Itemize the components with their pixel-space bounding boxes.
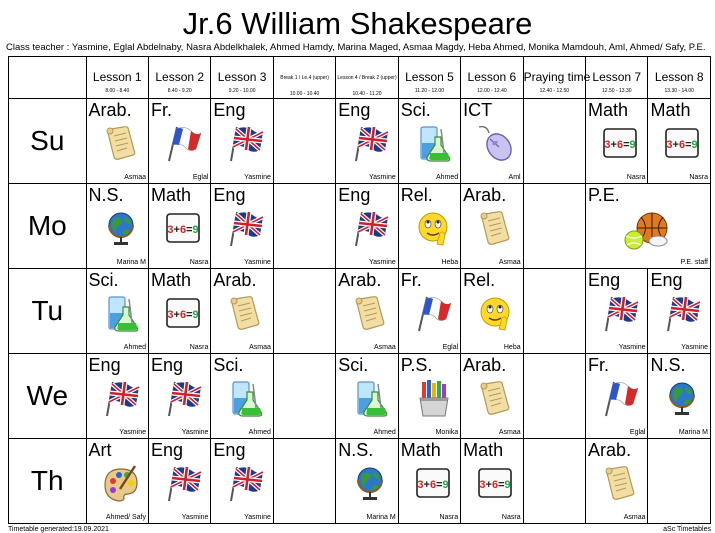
subject-label: Sci. [213,355,244,375]
lesson-name: Lesson 1 [92,70,142,84]
teacher-label: Yasmine [119,429,146,436]
lesson-time: 12.50 - 13.30 [602,88,632,94]
svg-text:3+6=9: 3+6=9 [167,309,199,321]
subject-label: Art [88,440,112,460]
subject-label: Eng [150,355,184,375]
palette-icon [101,463,141,503]
teacher-label: Yasmine [369,174,396,181]
lesson-time: 10.00 - 10.40 [289,91,320,97]
lesson-cell[interactable] [148,269,210,354]
lesson-cell[interactable] [461,269,523,354]
lesson-header [398,57,460,99]
lesson-cell[interactable] [211,439,273,524]
lesson-time: 9.20 - 10.00 [228,88,256,94]
globe-icon [350,463,390,503]
lesson-header [336,57,398,99]
lesson-cell[interactable] [461,439,523,524]
globe-icon [101,208,141,248]
teacher-label: Heba [441,259,459,266]
empty-cell [273,439,335,524]
teacher-label: Asmaa [623,514,646,521]
math-icon [413,463,453,503]
teacher-label: Eglal [192,174,209,181]
lesson-header [211,57,273,99]
uk-flag-icon [350,123,390,163]
teacher-label: Yasmine [244,174,271,181]
lesson-cell[interactable] [86,354,148,439]
teacher-label: P.E. staff [680,259,708,266]
praying-face-icon [475,293,515,333]
day-label: Th [9,439,87,524]
lesson-header [148,57,210,99]
uk-flag-icon [225,463,265,503]
lesson-cell[interactable] [148,99,210,184]
subject-label: Rel. [400,185,433,205]
footer [8,526,711,532]
lesson-time: 13.30 - 14.00 [664,88,694,94]
lesson-cell[interactable] [461,184,523,269]
subject-label: Eng [338,185,371,205]
teacher-label: Ahmed [435,174,459,181]
corner-cell [9,57,87,99]
subject-label: Eng [213,185,246,205]
lesson-cell[interactable] [398,439,460,524]
teacher-label: Asmaa [249,344,271,351]
lesson-cell[interactable] [398,269,460,354]
lesson-cell[interactable] [586,99,648,184]
subject-label: Eng [650,270,683,290]
teacher-label: Nasra [689,174,708,181]
subject-label: Sci. [338,355,369,375]
uk-flag-icon [350,208,390,248]
teacher-label: Nasra [626,174,646,181]
lesson-cell[interactable] [148,184,210,269]
lesson-time: 8.00 - 8.40 [105,88,130,94]
subject-label: Fr. [588,355,610,375]
subject-label: Math [650,100,691,120]
subject-label: Math [588,100,629,120]
day-label: Mo [9,184,87,269]
subject-label: Math [400,440,441,460]
lesson-name: Lesson 3 [217,70,267,84]
svg-text:3+6=9: 3+6=9 [167,224,199,236]
teacher-label: Marina M [116,259,146,266]
teacher-label: Ahmed/ Safy [105,514,146,521]
subject-label: Fr. [400,270,422,290]
day-row [9,269,711,354]
teacher-label: Yasmine [181,514,209,521]
teacher-label: Yasmine [181,429,209,436]
beaker-icon [225,378,265,418]
subject-label: Arab. [463,355,507,375]
lesson-name: Break 1 / Le.4 (upper) [280,75,329,81]
lesson-cell[interactable] [586,354,648,439]
day-row [9,99,711,184]
subject-label: Eng [213,440,246,460]
teacher-label: Yasmine [244,259,271,266]
lesson-time: 12.00 - 12.40 [477,88,507,94]
lesson-cell[interactable] [211,184,273,269]
empty-cell [523,99,585,184]
subject-label: N.S. [338,440,374,460]
lesson-cell[interactable] [398,99,460,184]
empty-cell [523,184,585,269]
subject-label: Sci. [400,100,431,120]
lesson-time: 11.20 - 12.00 [414,88,444,94]
svg-text:3+6=9: 3+6=9 [666,139,699,151]
lesson-cell[interactable] [211,269,273,354]
french-flag-icon [413,293,453,333]
scroll-icon [600,463,640,503]
empty-cell [273,354,335,439]
lesson-header [86,57,148,99]
globe-icon [662,378,702,418]
teacher-label: Nasra [189,344,209,351]
teacher-label: Ahmed [123,344,146,351]
subject-label: ICT [463,100,493,120]
math-icon [600,123,640,163]
lesson-name: Lesson 5 [405,70,454,84]
beaker-icon [101,293,141,333]
lesson-name: Lesson 7 [592,70,642,84]
empty-cell [273,99,335,184]
uk-flag-icon [163,378,203,418]
lesson-cell[interactable] [336,269,398,354]
lesson-cell[interactable] [648,354,711,439]
lesson-cell[interactable] [148,439,210,524]
day-row [9,354,711,439]
teacher-label: Nasra [439,514,459,521]
lesson-cell[interactable] [336,99,398,184]
teacher-label: Asmaa [124,174,146,181]
french-flag-icon [163,123,203,163]
lesson-cell[interactable] [86,269,148,354]
day-row [9,439,711,524]
teacher-label: Ahmed [248,429,271,436]
empty-cell [648,439,711,524]
subject-label: Eng [88,355,121,375]
uk-flag-icon [662,293,702,333]
subject-label: Arab. [338,270,382,290]
day-label: Su [9,99,87,184]
lesson-header [648,57,711,99]
lesson-cell[interactable] [336,184,398,269]
subject-label: Eng [150,440,184,460]
lesson-cell[interactable] [461,354,523,439]
footer-generated: Timetable generated:19.09.2021 [8,526,109,533]
day-row [9,184,711,269]
svg-text:3+6=9: 3+6=9 [417,479,449,491]
uk-flag-icon [600,293,640,333]
teacher-label: Marina M [678,429,708,436]
lesson-cell[interactable] [211,354,273,439]
scroll-icon [225,293,265,333]
lesson-cell[interactable] [86,184,148,269]
empty-cell [523,354,585,439]
lesson-name: Lesson 8 [654,70,704,84]
math-icon [163,208,203,248]
math-icon [475,463,515,503]
subject-label: Eng [213,100,246,120]
lesson-header [461,57,523,99]
uk-flag-icon [163,463,203,503]
lesson-cell[interactable] [211,99,273,184]
subject-label: Arab. [588,440,632,460]
day-label: We [9,354,87,439]
math-icon [163,293,203,333]
lesson-cell[interactable] [336,439,398,524]
lesson-cell[interactable] [86,99,148,184]
beaker-icon [350,378,390,418]
lesson-name: Praying time [523,70,591,84]
lesson-cell[interactable] [586,269,648,354]
french-flag-icon [600,378,640,418]
uk-flag-icon [225,123,265,163]
svg-text:3+6=9: 3+6=9 [604,139,636,151]
lesson-cell[interactable] [86,439,148,524]
subject-label: Eng [338,100,371,120]
lesson-name: Lesson 6 [467,70,517,84]
empty-cell [523,269,585,354]
subject-label: Arab. [213,270,257,290]
lesson-cell[interactable] [336,354,398,439]
timetable-title: Jr.6 William Shakespeare [182,6,533,41]
day-label: Tu [9,269,87,354]
teacher-label: Monika [435,429,459,436]
teacher-label: Asmaa [498,259,521,266]
teacher-label: Nasra [189,259,209,266]
lesson-name: Lesson 4 / Break 2 (upper) [337,75,397,81]
subject-label: Math [150,185,192,205]
timetable-grid [8,56,711,524]
lesson-cell[interactable] [461,99,523,184]
teacher-label: Eglal [442,344,459,351]
teacher-label: Ahmed [373,429,396,436]
footer-brand: aSc Timetables [663,526,711,533]
lesson-time: 12.40 - 12.50 [539,88,570,94]
empty-cell [273,184,335,269]
teacher-label: Yasmine [681,344,708,351]
subject-label: Arab. [88,100,132,120]
teacher-label: Asmaa [498,429,521,436]
math-icon [662,123,702,163]
beaker-icon [413,123,453,163]
svg-text:3+6=9: 3+6=9 [479,479,511,491]
subject-label: N.S. [88,185,124,205]
teacher-label: Yasmine [369,259,396,266]
lesson-time: 8.40 - 9.20 [167,88,192,94]
scroll-icon [475,378,515,418]
lesson-header [586,57,648,99]
lesson-cell[interactable] [398,354,460,439]
pencils-icon [413,378,453,418]
lesson-cell[interactable] [648,269,711,354]
subject-label: P.S. [400,355,433,375]
subject-label: Sci. [88,270,119,290]
empty-cell [523,439,585,524]
teacher-label: Yasmine [618,344,646,351]
teacher-label: Heba [503,344,521,351]
teacher-label: Marina M [366,514,396,521]
mouse-icon [475,123,515,163]
teacher-label: Nasra [501,514,521,521]
header-row [9,57,711,99]
uk-flag-icon [225,208,265,248]
subject-label: Arab. [463,185,507,205]
teacher-label: Aml [508,174,521,181]
class-teacher-line: Class teacher : Yasmine, Eglal Abdelnaby, Nasra Abdelkhalek, Ahmed Hamdy, Marina Maged, Asmaa Magdy, Heba Ahmed, Monika Mamdouh, Aml, Ahmed/ Safy, P.E. [6,42,706,53]
lesson-cell[interactable] [586,439,648,524]
teacher-label: Eglal [629,429,646,436]
empty-cell [273,269,335,354]
scroll-icon [101,123,141,163]
lesson-cell[interactable] [648,99,711,184]
lesson-time: 10.40 - 11.20 [352,91,382,97]
lesson-cell[interactable] [398,184,460,269]
subject-label: Eng [588,270,621,290]
lesson-cell[interactable] [148,354,210,439]
subject-label: Math [150,270,192,290]
subject-label: Rel. [463,270,496,290]
lesson-header [523,57,591,99]
praying-face-icon [413,208,453,248]
lesson-name: Lesson 2 [155,70,205,84]
uk-flag-icon [101,378,141,418]
subject-label: Fr. [150,100,172,120]
teacher-label: Asmaa [373,344,396,351]
subject-label: Math [463,440,504,460]
subject-label: P.E. [588,185,620,205]
lesson-cell[interactable] [586,184,711,269]
scroll-icon [350,293,390,333]
scroll-icon [475,208,515,248]
teacher-label: Yasmine [244,514,271,521]
subject-label: N.S. [650,355,686,375]
sports-balls-icon [620,210,670,252]
lesson-header [273,57,335,99]
